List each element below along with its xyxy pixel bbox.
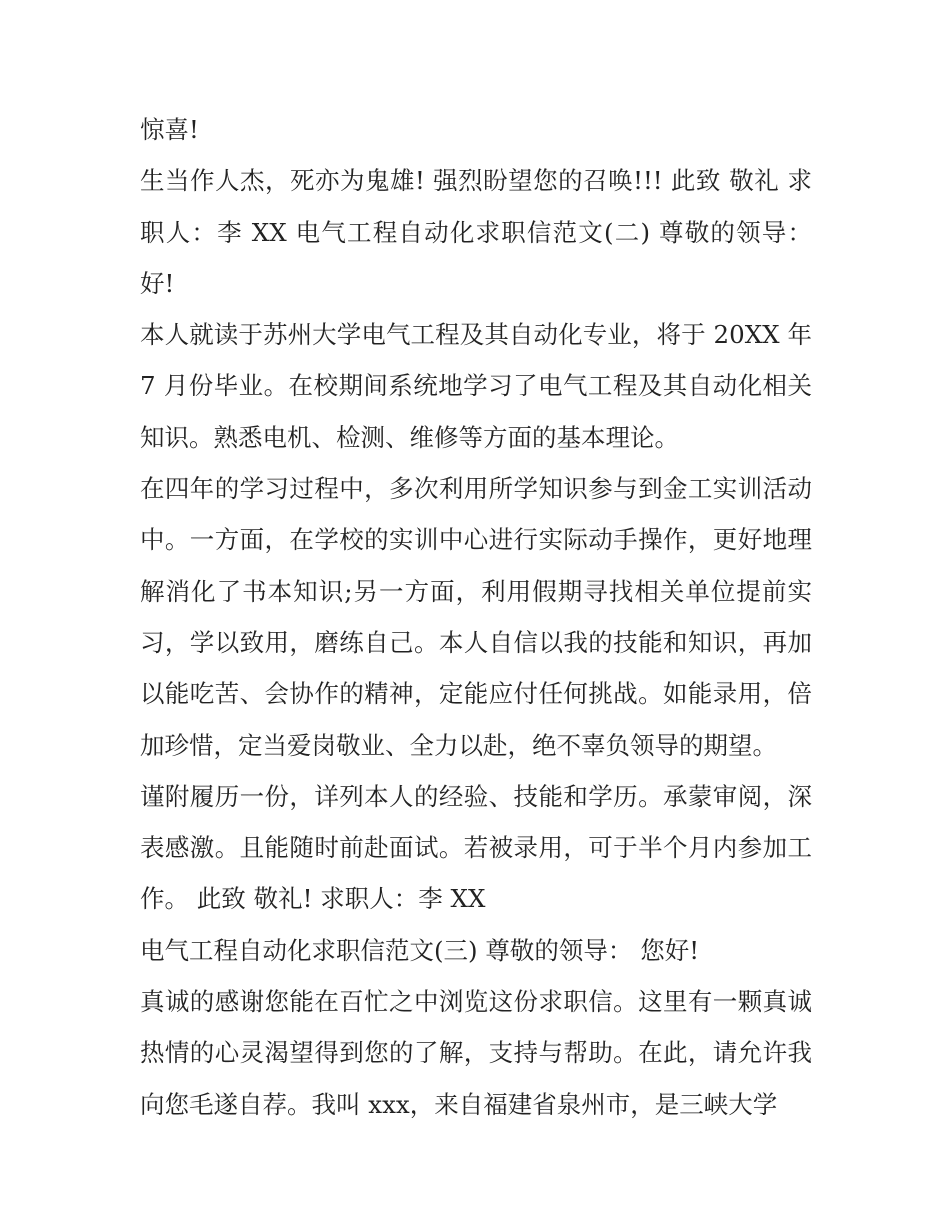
text-line: 好!: [140, 268, 175, 298]
text-line: 中。一方面，在学校的实训中心进行实际动手操作，更好地理: [140, 525, 812, 555]
text-line: 在四年的学习过程中，多次利用所学知识参与到金工实训活动: [140, 474, 812, 504]
text-line: 习，学以致用，磨练自己。本人自信以我的技能和知识，再加: [140, 627, 812, 657]
text-line: 热情的心灵渴望得到您的了解，支持与帮助。在此，请允许我: [140, 1038, 812, 1068]
text-line: 电气工程自动化求职信范文(三) 尊敬的领导： 您好!: [140, 935, 700, 965]
text-line: 职人：李 XX 电气工程自动化求职信范文(二) 尊敬的领导：: [140, 217, 812, 247]
text-line: 谨附履历一份，详列本人的经验、技能和学历。承蒙审阅，深: [140, 781, 812, 811]
text-line: 生当作人杰，死亦为鬼雄! 强烈盼望您的召唤!!! 此致 敬礼 求: [140, 166, 812, 196]
text-line: 向您毛遂自荐。我叫 xxx，来自福建省泉州市，是三峡大学: [140, 1089, 778, 1119]
document-body-text: [140, 104, 812, 1130]
text-line: 解消化了书本知识;另一方面，利用假期寻找相关单位提前实: [140, 576, 812, 606]
text-line: 表感激。且能随时前赴面试。若被录用，可于半个月内参加工: [140, 833, 812, 863]
text-line: 惊喜!: [140, 115, 199, 144]
text-line: 以能吃苦、会协作的精神，定能应付任何挑战。如能录用，倍: [140, 679, 812, 709]
text-line: 作。 此致 敬礼! 求职人：李 XX: [140, 884, 486, 914]
text-line: 真诚的感谢您能在百忙之中浏览这份求职信。这里有一颗真诚: [140, 987, 812, 1017]
text-line: 7 月份毕业。在校期间系统地学习了电气工程及其自动化相关: [140, 371, 812, 401]
text-line: 知识。熟悉电机、检测、维修等方面的基本理论。: [140, 422, 679, 452]
text-line: 本人就读于苏州大学电气工程及其自动化专业，将于 20XX 年: [140, 320, 812, 350]
text-line: 加珍惜，定当爱岗敬业、全力以赴，绝不辜负领导的期望。: [140, 730, 777, 760]
